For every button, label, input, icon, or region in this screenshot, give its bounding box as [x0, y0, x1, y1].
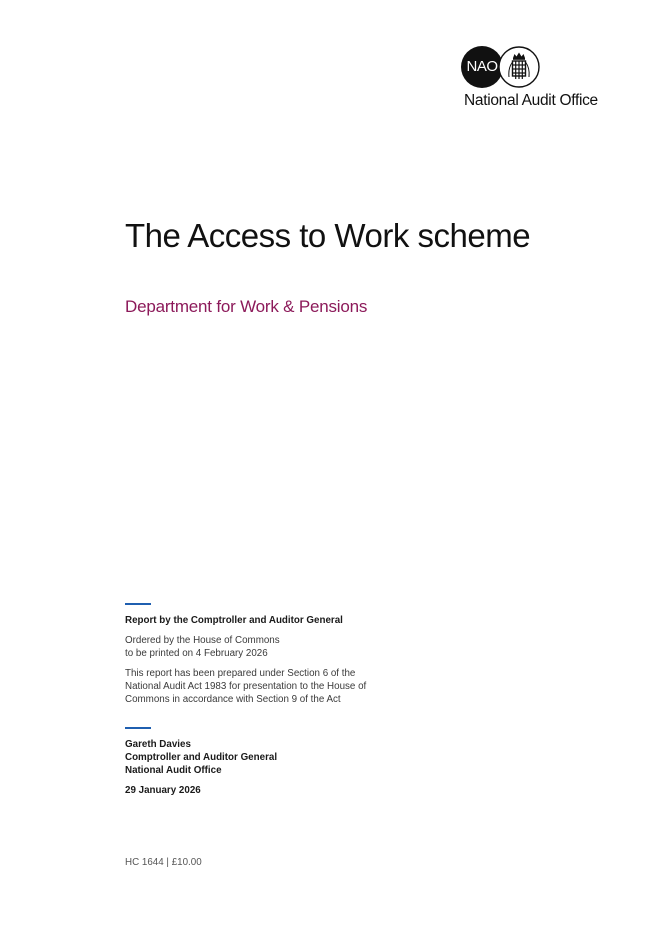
ordered-line-1: Ordered by the House of Commons: [125, 635, 280, 646]
price: £10.00: [171, 857, 202, 868]
prepared-line-3: Commons in accordance with Section 9 of the Act: [125, 694, 341, 705]
portcullis-icon: [498, 46, 540, 88]
ordered-line-2: to be printed on 4 February 2026: [125, 648, 268, 659]
report-by-label: Report by the Comptroller and Auditor General: [125, 615, 343, 626]
prepared-statement: [125, 667, 366, 706]
hc-number: HC 1644: [125, 857, 164, 868]
accent-rule-top: [125, 603, 151, 605]
prepared-line-2: National Audit Act 1983 for presentation to the House of: [125, 681, 367, 692]
signatory-name: Gareth Davies: [125, 739, 191, 750]
accent-rule-bottom: [125, 727, 151, 729]
ordered-statement: [125, 634, 280, 660]
footer-separator: |: [166, 857, 169, 868]
signatory-block: [125, 738, 277, 777]
department-name: Department for Work & Pensions: [125, 297, 368, 316]
logo-organisation-name: National Audit Office: [464, 92, 598, 109]
signatory-role: Comptroller and Auditor General: [125, 752, 278, 763]
logo-mark: [461, 46, 541, 88]
signatory-office: National Audit Office: [125, 765, 222, 776]
footer-hc-price: [125, 856, 202, 869]
logo-nao-circle: NAO: [461, 46, 503, 88]
report-title: The Access to Work scheme: [125, 217, 531, 254]
prepared-line-1: This report has been prepared under Section 6 of the: [125, 668, 356, 679]
report-date: 29 January 2026: [125, 785, 201, 796]
nao-logo: [461, 46, 621, 112]
